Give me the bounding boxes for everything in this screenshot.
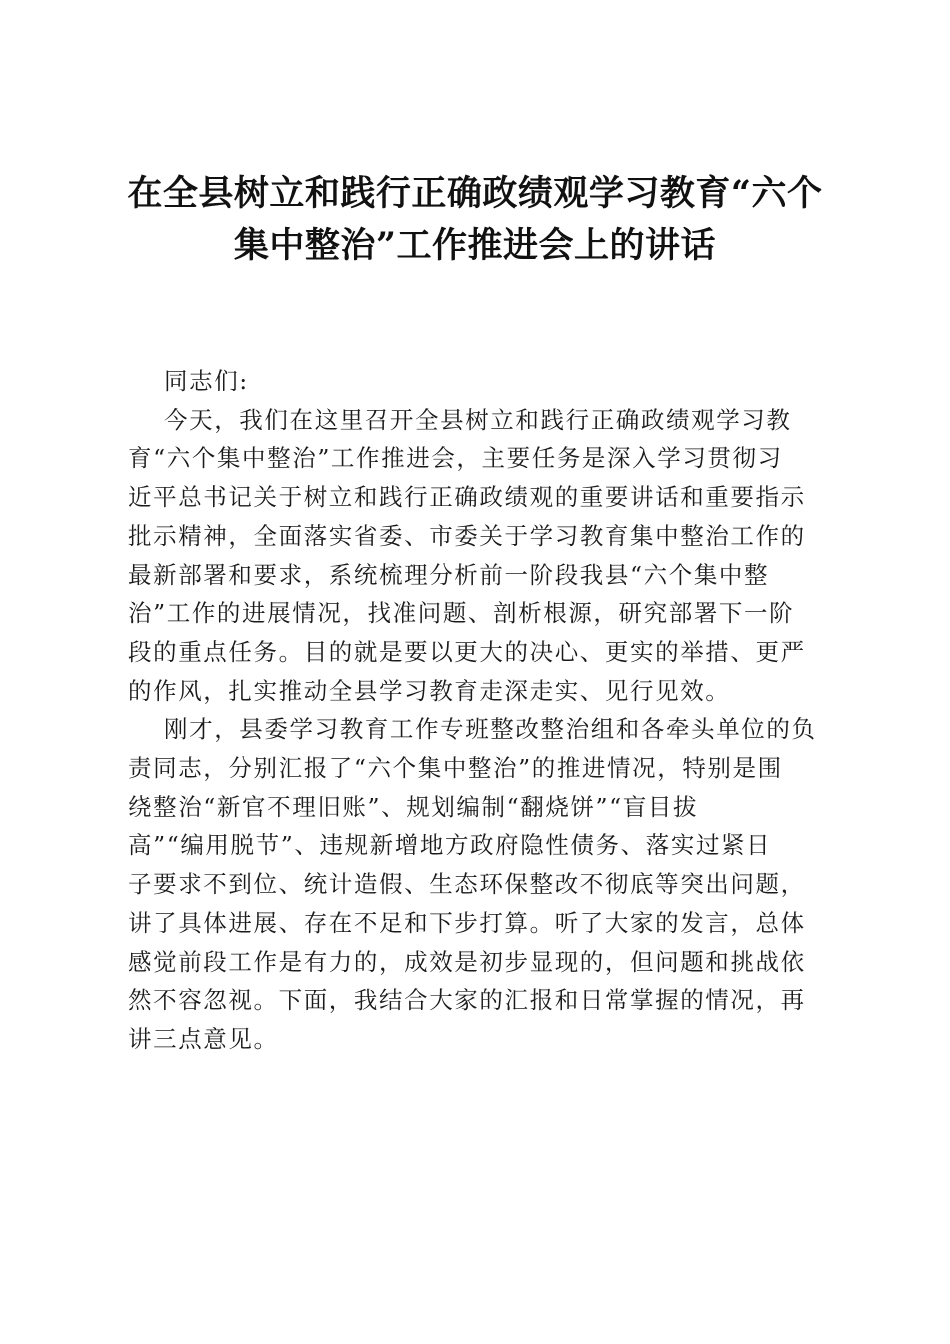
paragraph-line: 批示精神，全面落实省委、市委关于学习教育集中整治工作的 — [128, 521, 806, 550]
paragraph-line: 讲了具体进展、存在不足和下步打算。听了大家的发言，总体 — [128, 908, 806, 937]
paragraph-1 — [128, 401, 820, 711]
paragraph-line: 然不容忽视。下面，我结合大家的汇报和日常掌握的情况，再 — [128, 986, 806, 1015]
paragraph-line: 感觉前段工作是有力的，成效是初步显现的，但问题和挑战依 — [128, 947, 806, 976]
paragraph-line: 近平总书记关于树立和践行正确政绩观的重要讲话和重要指示 — [128, 483, 806, 512]
salutation: 同志们: — [164, 367, 249, 395]
paragraph-line: 讲三点意见。 — [128, 1024, 279, 1053]
title-line: 集中整治”工作推进会上的讲话 — [233, 225, 717, 266]
paragraph-line: 治”工作的进展情况，找准问题、剖析根源，研究部署下一阶 — [128, 599, 795, 628]
paragraph-line: 责同志，分别汇报了“六个集中整治”的推进情况，特别是围 — [128, 754, 783, 783]
title-line: 在全县树立和践行正确政绩观学习教育“六个 — [127, 173, 823, 214]
paragraph-line: 高”“编用脱节”、违规新增地方政府隐性债务、落实过紧日 — [128, 831, 772, 860]
paragraph-line: 育“六个集中整治”工作推进会，主要任务是深入学习贯彻习 — [128, 444, 783, 473]
document-title — [120, 168, 830, 272]
paragraph-line: 刚才，县委学习教育工作专班整改整治组和各牵头单位的负 — [164, 715, 817, 744]
document-body — [128, 362, 820, 1059]
paragraph-line: 段的重点任务。目的就是要以更大的决心、更实的举措、更严 — [128, 637, 806, 666]
paragraph-line: 最新部署和要求，系统梳理分析前一阶段我县“六个集中整 — [128, 560, 770, 589]
paragraph-line: 的作风，扎实推动全县学习教育走深走实、见行见效。 — [128, 676, 731, 705]
paragraph-line: 子要求不到位、统计造假、生态环保整改不彻底等突出问题， — [128, 870, 806, 899]
paragraph-line: 绕整治“新官不理旧账”、规划编制“翻烧饼”“盲目拔 — [128, 792, 699, 821]
paragraph-2 — [128, 710, 820, 1058]
paragraph-line: 今天，我们在这里召开全县树立和践行正确政绩观学习教 — [164, 405, 792, 434]
